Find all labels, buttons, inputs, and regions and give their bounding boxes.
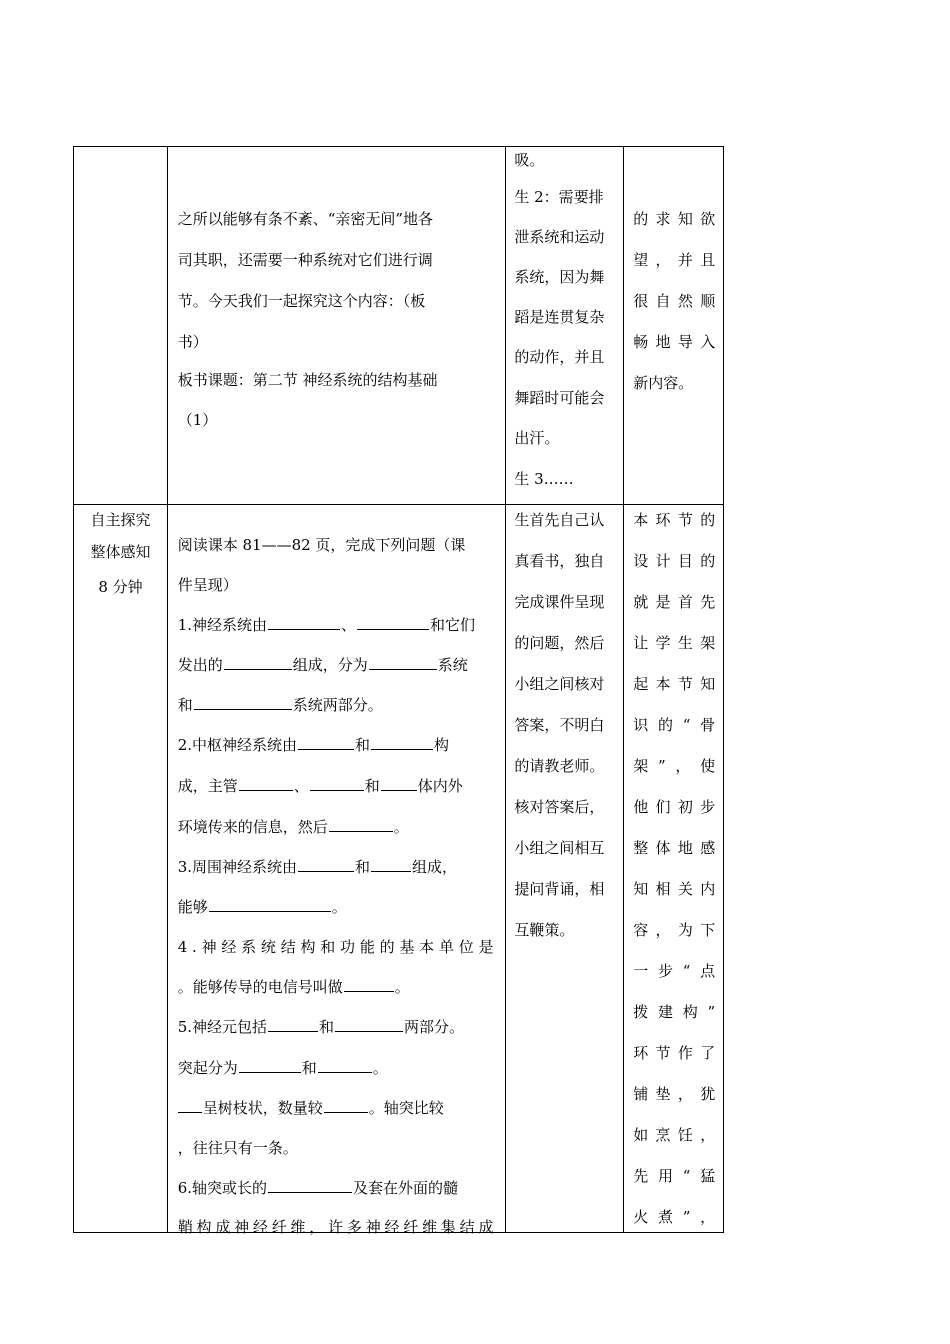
- student-line: 泄系统和运动: [514, 228, 605, 246]
- student-line: 生首先自己认: [514, 511, 605, 529]
- design-line: 如 烹 饪 ，: [633, 1126, 716, 1144]
- question-2-line: 2.中枢神经系统由 和 构: [177, 736, 450, 754]
- fill-blank: [209, 897, 331, 912]
- design-line: 容 ， 为 下: [633, 921, 716, 939]
- fill-blank: [178, 1098, 202, 1113]
- design-line: 环 节 作 了: [633, 1044, 716, 1062]
- design-line: 起 本 节 知: [633, 675, 716, 693]
- student-line: 小组之间相互: [514, 839, 605, 857]
- fill-blank: [298, 857, 354, 872]
- design-line: 火 煮 ” ，: [633, 1208, 716, 1226]
- fill-blank: [381, 776, 417, 791]
- question-6-line: 6.轴突或长的 及套在外面的髓: [177, 1179, 459, 1197]
- design-line: 知 相 关 内: [633, 880, 716, 898]
- student-line: 真看书，独自: [514, 552, 605, 570]
- fill-blank: [369, 655, 437, 670]
- student-line: 生 2：需要排: [514, 188, 604, 206]
- question-1-line: 发出的 组成，分为 系统: [177, 656, 468, 674]
- question-5-line: 突起分为 和 。: [177, 1059, 388, 1077]
- fill-blank: [194, 695, 292, 710]
- question-2-line: 环境传来的信息，然后 。: [177, 818, 409, 836]
- question-5-line: 呈树枝状，数量较 。轴突比较: [178, 1098, 444, 1118]
- content-line: 之所以能够有条不紊、“亲密无间”地各: [177, 210, 434, 228]
- fill-blank: [357, 615, 429, 630]
- question-3-line: 能够 。: [177, 898, 347, 916]
- question-5-line: ，往往只有一条。: [177, 1139, 298, 1157]
- teacher-activity-cell: [167, 505, 506, 1236]
- design-line: 设 计 目 的: [633, 552, 716, 570]
- student-line: 的动作，并且: [514, 348, 605, 366]
- content-line: 阅读课本 81——82 页，完成下列问题（课: [177, 536, 466, 554]
- design-line: 畅 地 导 入: [633, 333, 716, 351]
- student-line: 吸。: [514, 151, 545, 169]
- content-line: 节。今天我们一起探究这个内容：（板: [177, 292, 426, 310]
- design-line: 望 ， 并 且: [633, 251, 716, 269]
- question-3-line: 3.周围神经系统由 和 组成，: [177, 858, 458, 876]
- student-line: 的问题，然后: [514, 634, 605, 652]
- design-line: 新内容。: [633, 374, 694, 392]
- question-1-line: 1.神经系统由 、 和它们: [177, 616, 476, 634]
- design-line: 让 学 生 架: [633, 634, 716, 652]
- design-intent-cell: [624, 147, 724, 505]
- design-line: 先 用 “ 猛: [633, 1167, 716, 1185]
- fill-blank: [268, 615, 340, 630]
- fill-blank: [268, 1178, 352, 1193]
- table-row: [74, 147, 724, 505]
- fill-blank: [239, 776, 293, 791]
- question-4-line: 。能够传导的电信号叫做 。: [177, 978, 410, 996]
- design-line: 一 步 “ 点: [633, 962, 716, 980]
- student-line: 小组之间核对: [514, 675, 605, 693]
- fill-blank: [298, 735, 354, 750]
- content-line: 书）: [177, 333, 208, 351]
- student-activity-cell: [506, 505, 624, 1233]
- teacher-activity-cell: [167, 147, 506, 505]
- fill-blank: [371, 735, 433, 750]
- design-line: 就 是 首 先: [633, 593, 716, 611]
- design-line: 铺 垫 ， 犹: [633, 1085, 716, 1103]
- stage-duration: 8 分钟: [98, 578, 143, 596]
- content-line: 板书课题：第二节 神经系统的结构基础: [177, 371, 438, 389]
- student-line: 生 3……: [514, 470, 574, 488]
- design-line: 拨 建 构 ”: [633, 1003, 716, 1021]
- fill-blank: [239, 1058, 301, 1073]
- design-line: 架 ” ， 使: [633, 757, 716, 775]
- fill-blank: [335, 1017, 403, 1032]
- stage-label: 自主探究: [90, 511, 151, 529]
- design-line: 识 的 “ 骨: [633, 716, 716, 734]
- student-line: 的请教老师。: [514, 757, 605, 775]
- question-6-line: 鞘 构 成 神 经 纤 维 ， 许 多 神 经 纤 维 集 结 成: [177, 1218, 494, 1236]
- student-line: 互鞭策。: [514, 921, 575, 939]
- student-activity-cell: [506, 147, 624, 505]
- question-1-line: 和 系统两部分。: [177, 696, 383, 714]
- student-line: 核对答案后，: [514, 798, 605, 816]
- content-line: 司其职，还需要一种系统对它们进行调: [177, 251, 433, 269]
- student-line: 出汗。: [514, 429, 560, 447]
- fill-blank: [268, 1017, 318, 1032]
- question-4-line: 4 . 神 经 系 统 结 构 和 功 能 的 基 本 单 位 是: [177, 938, 494, 956]
- student-line: 舞蹈时可能会: [514, 389, 605, 407]
- design-intent-cell: [624, 505, 724, 1233]
- design-line: 很 自 然 顺: [633, 292, 716, 310]
- question-5-line: 5.神经元包括 和 两部分。: [177, 1018, 465, 1036]
- student-line: 蹈是连贯复杂: [514, 308, 605, 326]
- student-line: 提问背诵，相: [514, 880, 605, 898]
- student-line: 完成课件呈现: [514, 593, 605, 611]
- stage-cell: [74, 505, 168, 1233]
- fill-blank: [324, 1098, 368, 1113]
- lesson-plan-table: [73, 146, 724, 1236]
- stage-label: 整体感知: [90, 543, 151, 561]
- fill-blank: [318, 1058, 372, 1073]
- stage-cell: [74, 147, 168, 505]
- content-line: 件呈现）: [177, 576, 238, 594]
- table-row: [74, 505, 724, 1233]
- fill-blank: [329, 817, 393, 832]
- fill-blank: [310, 776, 364, 791]
- design-line: 他 们 初 步: [633, 798, 716, 816]
- student-line: 系统，因为舞: [514, 268, 605, 286]
- content-line: （1）: [177, 411, 218, 429]
- fill-blank: [344, 977, 394, 992]
- question-2-line: 成，主管 、 和 体内外: [177, 777, 463, 795]
- fill-blank: [371, 857, 411, 872]
- design-line: 整 体 地 感: [633, 839, 716, 857]
- design-line: 的 求 知 欲: [633, 210, 716, 228]
- student-line: 答案，不明白: [514, 716, 605, 734]
- design-line: 本 环 节 的: [633, 511, 716, 529]
- fill-blank: [224, 655, 292, 670]
